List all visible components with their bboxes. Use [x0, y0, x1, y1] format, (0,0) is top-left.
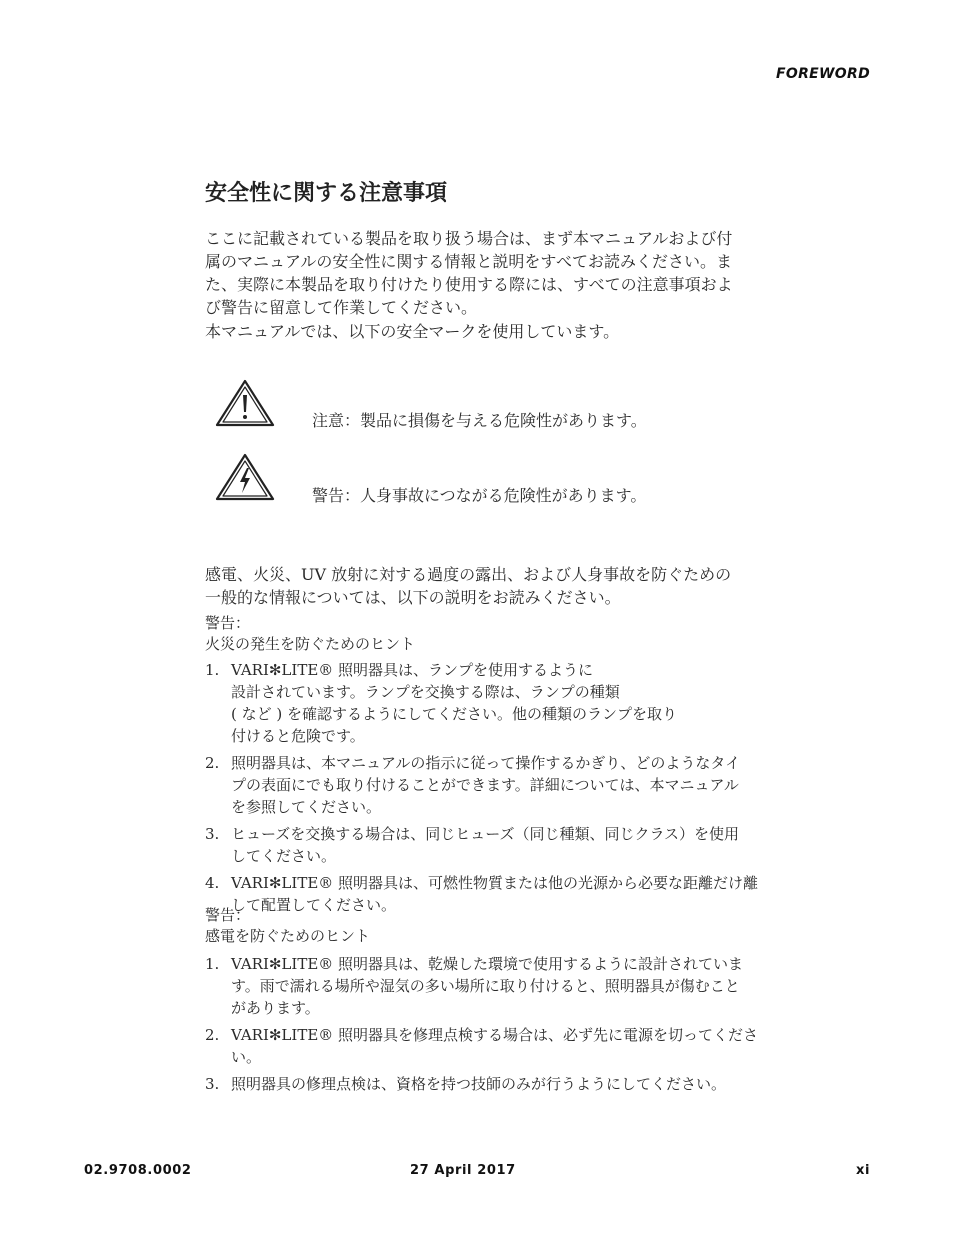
list-item	[205, 752, 758, 818]
fire-tips-list	[205, 659, 758, 921]
shock-tips-list	[205, 953, 758, 1100]
list-item	[205, 659, 758, 747]
item-line: プの表面にでも取り付けることができます。詳細については、本マニュアル	[231, 776, 739, 794]
intro-paragraph	[205, 227, 733, 319]
intro-line: ここに記載されている製品を取り扱う場合は、まず本マニュアルおよび付	[205, 229, 733, 248]
item-number: 3.	[205, 825, 220, 843]
intro-line: た、実際に本製品を取り付けたり使用する際には、すべての注意事項およ	[205, 275, 733, 294]
item-line: 照明器具は、本マニュアルの指示に従って操作するかぎり、どのようなタイ	[231, 754, 741, 772]
footer-date: 27 April 2017	[410, 1163, 516, 1178]
fire-warning-heading: 火災の発生を防ぐためのヒント	[205, 635, 416, 653]
item-line: い。	[231, 1048, 262, 1066]
list-item	[205, 1073, 758, 1095]
item-line: して配置してください。	[231, 896, 397, 914]
item-line: す。雨で濡れる場所や湿気の多い場所に取り付けると、照明器具が傷むこと	[231, 977, 740, 995]
item-number: 3.	[205, 1075, 220, 1093]
item-number: 1.	[205, 661, 220, 679]
section-header: FOREWORD	[776, 66, 870, 82]
intro-line: び警告に留意して作業してください。	[205, 298, 478, 317]
list-item	[205, 953, 758, 1019]
item-number: 2.	[205, 1026, 220, 1044]
general-line: 一般的な情報については、以下の説明をお読みください。	[205, 588, 621, 607]
general-paragraph	[205, 563, 731, 609]
item-line: ( など ) を確認するようにしてください。他の種類のランプを取り	[231, 705, 678, 723]
caution-label: 注意：製品に損傷を与える危険性があります。	[312, 411, 647, 430]
shock-warning-label: 警告：	[205, 906, 251, 924]
shock-warning-heading: 感電を防ぐためのヒント	[205, 927, 371, 945]
item-line: を参照してください。	[231, 798, 382, 816]
general-line: 感電、火災、UV 放射に対する過度の露出、および人身事故を防ぐための	[205, 565, 732, 584]
shock-warning-block	[205, 905, 370, 947]
intro-line: 属のマニュアルの安全性に関する情報と説明をすべてお読みください。ま	[205, 252, 733, 271]
item-line: VARI✻LITE® 照明器具は、可燃性物質または他の光源から必要な距離だけ離	[231, 874, 759, 892]
item-number: 1.	[205, 955, 220, 973]
item-number: 4.	[205, 874, 220, 892]
item-line: VARI✻LITE® 照明器具は、ランプを使用するように	[231, 661, 594, 679]
item-line: 照明器具の修理点検は、資格を持つ技師のみが行うようにしてください。	[231, 1075, 727, 1093]
footer-page-number: xi	[855, 1163, 870, 1178]
list-item	[205, 1024, 758, 1068]
caution-triangle-icon	[214, 378, 276, 432]
list-item	[205, 823, 758, 867]
footer-doc-number: 02.9708.0002	[84, 1163, 192, 1178]
marks-intro: 本マニュアルでは、以下の安全マークを使用しています。	[205, 322, 620, 341]
page-title: 安全性に関する注意事項	[205, 180, 448, 206]
item-line: 設計されています。ランプを交換する際は、ランプの種類	[231, 683, 620, 701]
item-line: ヒューズを交換する場合は、同じヒューズ（同じ種類、同じクラス）を使用	[231, 825, 740, 843]
item-number: 2.	[205, 754, 220, 772]
item-line: があります。	[231, 999, 320, 1017]
fire-warning-block	[205, 613, 415, 655]
item-line: 付けると危険です。	[231, 727, 365, 745]
item-line: VARI✻LITE® 照明器具を修理点検する場合は、必ず先に電源を切ってくださ	[231, 1026, 759, 1044]
warning-label: 警告：人身事故につながる危険性があります。	[312, 486, 647, 505]
electric-shock-warning-icon	[214, 452, 276, 506]
fire-warning-label: 警告：	[205, 614, 251, 632]
item-line: VARI✻LITE® 照明器具は、乾燥した環境で使用するように設計されていま	[231, 955, 744, 973]
item-line: してください。	[231, 847, 337, 865]
